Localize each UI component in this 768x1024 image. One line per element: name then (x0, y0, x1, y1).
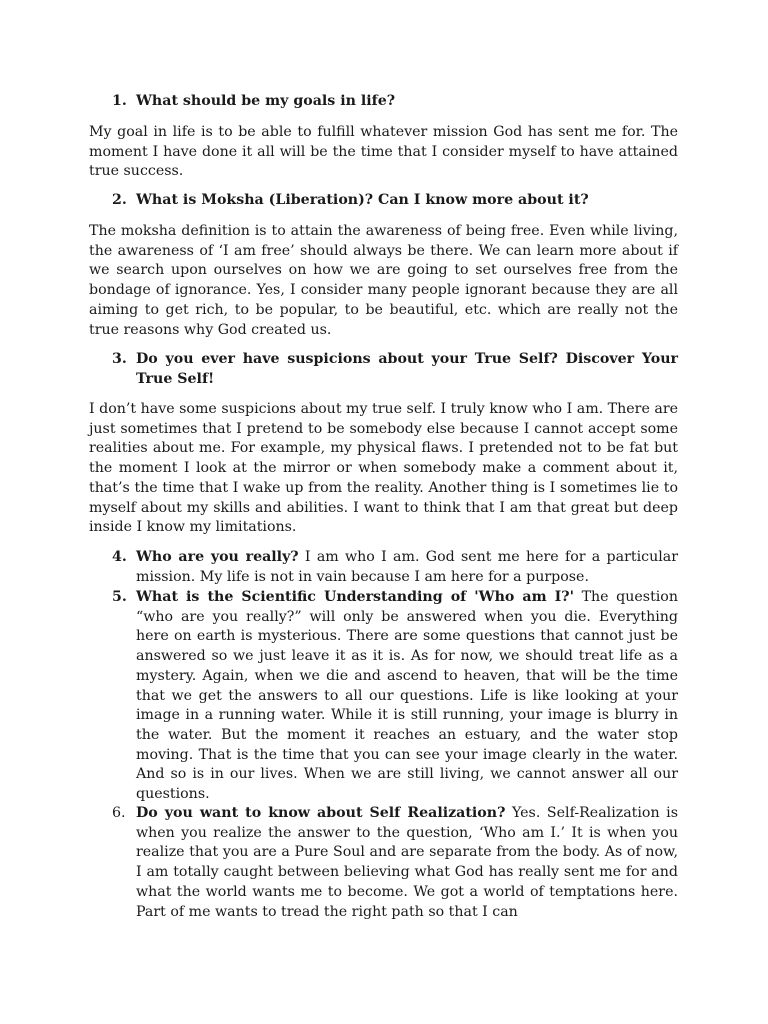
list-number: 4. (112, 549, 127, 565)
list-item (112, 804, 678, 922)
question-text: What is Moksha (Liberation)? Can I know more about it? (136, 192, 589, 208)
list-item (112, 548, 678, 587)
question-text: Do you ever have suspicions about your True Self? Discover Your True Self! (136, 351, 678, 387)
list-item-heading: Do you want to know about Self Realization? (136, 805, 506, 821)
list-item-text: The question “who are you really?” will only be answered when you die. Everything here on earth is mysterious. There are some questions that cannot just be answered so we just leave it as it is. As for now, we should treat life as a mystery. Again, when we die and ascend to heaven, that will be the time that we get the answers to all our questions. Life is like looking at your image in a running water. While it is still running, your image is blurry in the water. But the moment it reaches an estuary, and the water stop moving. That is the time that you can see your image clearly in the water. And so is in our lives. When we are still living, we cannot answer all our questions. (136, 589, 678, 803)
list-item (112, 588, 678, 805)
list-item-text: Yes. Self-Realization is when you realize the answer to the question, ‘Who am I.’ It is when you realize that you are a Pure Soul and are separate from the body. As of now, I am totally caught between believing what God has really sent me for and what the world wants me to become. We got a world of temptations here. Part of me wants to tread the right path so that I can (136, 805, 678, 920)
list-number: 5. (112, 589, 127, 605)
question-number: 3. (112, 351, 127, 367)
question-number: 2. (112, 192, 127, 208)
answer-paragraph: I don’t have some suspicions about my true self. I truly know who I am. There are just sometimes that I pretend to be somebody else because I cannot accept some realities about me. For example, my physical flaws. I pretended not to be fat but the moment I look at the mirror or when somebody make a comment about it, that’s the time that I wake up from the reality. Another thing is I sometimes lie to myself about my skills and abilities. I want to think that I am that great but deep inside I know my limitations. (89, 401, 678, 536)
question-2 (112, 191, 678, 211)
question-number: 1. (112, 93, 127, 109)
list-number: 6. (112, 805, 126, 821)
list-item-text: I am who I am. God sent me here for a particular mission. My life is not in vain because I am here for a purpose. (136, 549, 678, 585)
list-item-heading: What is the Scientific Understanding of 'Who am I?' (136, 589, 574, 605)
answer-paragraph: My goal in life is to be able to fulfill whatever mission God has sent me for. The moment I have done it all will be the time that I consider myself to have attained true success. (89, 124, 678, 180)
answer-paragraph: The moksha definition is to attain the awareness of being free. Even while living, the awareness of ‘I am free’ should always be there. We can learn more about if we search upon ourselves on how we are going to set ourselves free from the bondage of ignorance. Yes, I consider many people ignorant because they are all aiming to get rich, to be popular, to be beautiful, etc. which are really not the true reasons why God created us. (89, 223, 678, 338)
list-item-heading: Who are you really? (136, 549, 299, 565)
question-1 (112, 92, 678, 112)
question-3 (112, 350, 678, 389)
question-text: What should be my goals in life? (136, 93, 396, 109)
